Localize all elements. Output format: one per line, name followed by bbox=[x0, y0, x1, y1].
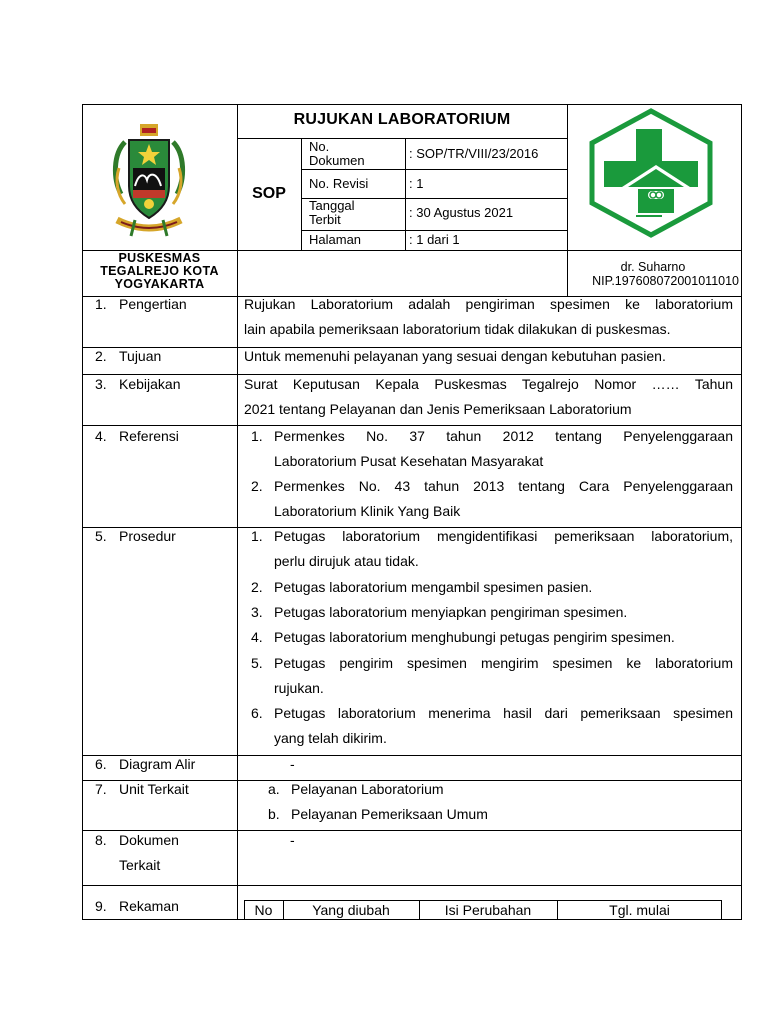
puskesmas-logo-icon bbox=[586, 107, 716, 239]
section-number: 4. bbox=[95, 428, 107, 444]
section-label-kebijakan: Kebijakan bbox=[119, 376, 181, 392]
prosedur-5-line-1: Petugas pengirim spesimen mengirim spesimen ke laboratorium bbox=[274, 655, 733, 671]
meta-value-tanggal-terbit: : 30 Agustus 2021 bbox=[409, 205, 514, 220]
section-number: 5. bbox=[95, 528, 107, 544]
rekaman-header-isi-perubahan: Isi Perubahan bbox=[444, 902, 532, 918]
section-label-terkait: Terkait bbox=[119, 857, 161, 873]
list-item-number: 1. bbox=[251, 428, 263, 444]
kebijakan-line-1: Surat Keputusan Kepala Puskesmas Tegalrejo Nomor …… Tahun bbox=[244, 376, 733, 392]
grid-line bbox=[405, 138, 406, 250]
prosedur-5-line-2: rujukan. bbox=[274, 680, 324, 696]
prosedur-2-line-1: Petugas laboratorium mengambil spesimen pasien. bbox=[274, 579, 593, 595]
signer-nip: NIP.197608072001011010 bbox=[592, 274, 739, 288]
list-item-letter: a. bbox=[268, 781, 280, 797]
section-label-pengertian: Pengertian bbox=[119, 296, 187, 312]
pengertian-line-1: Rujukan Laboratorium adalah pengiriman spesimen ke laboratorium bbox=[244, 296, 733, 312]
grid-line bbox=[82, 830, 742, 831]
section-label-diagram-alir: Diagram Alir bbox=[119, 756, 196, 772]
meta-label-line: Tanggal bbox=[309, 198, 355, 213]
list-item-number: 2. bbox=[251, 579, 263, 595]
grid-line bbox=[301, 230, 567, 231]
section-number: 7. bbox=[95, 781, 107, 797]
section-number: 2. bbox=[95, 348, 107, 364]
unit-terkait-a: Pelayanan Laboratorium bbox=[291, 781, 444, 797]
grid-line bbox=[237, 296, 238, 920]
rekaman-header-no: No bbox=[254, 902, 273, 918]
meta-label-line: Terbit bbox=[309, 212, 341, 227]
pengertian-line-2: lain apabila pemeriksaan laboratorium tidak dilakukan di puskesmas. bbox=[244, 321, 671, 337]
section-label-referensi: Referensi bbox=[119, 428, 179, 444]
meta-label-no-revisi: No. Revisi bbox=[309, 176, 369, 191]
prosedur-1-line-1: Petugas laboratorium mengidentifikasi pemeriksaan laboratorium, bbox=[274, 528, 733, 544]
list-item-letter: b. bbox=[268, 806, 280, 822]
list-item-number: 3. bbox=[251, 604, 263, 620]
rekaman-header-tgl-mulai: Tgl. mulai bbox=[609, 902, 670, 918]
meta-label-tanggal-terbit bbox=[309, 199, 355, 227]
sop-label: SOP bbox=[252, 185, 286, 202]
prosedur-6-line-1: Petugas laboratorium menerima hasil dari pemeriksaan spesimen bbox=[274, 705, 733, 721]
meta-label-halaman: Halaman bbox=[309, 232, 362, 247]
page-title: RUJUKAN LABORATORIUM bbox=[293, 111, 511, 128]
kebijakan-line-2: 2021 tentang Pelayanan dan Jenis Pemeriksaan Laboratorium bbox=[244, 401, 632, 417]
list-item-number: 2. bbox=[251, 478, 263, 494]
grid-line bbox=[237, 138, 567, 139]
list-item-number: 6. bbox=[251, 705, 263, 721]
meta-label-line: No. bbox=[309, 139, 330, 154]
section-label-tujuan: Tujuan bbox=[119, 348, 162, 364]
signer-name: dr. Suharno bbox=[620, 260, 686, 274]
meta-value-no-revisi: : 1 bbox=[409, 176, 424, 191]
section-number: 1. bbox=[95, 296, 107, 312]
section-label-prosedur: Prosedur bbox=[119, 528, 176, 544]
referensi-1-line-1: Permenkes No. 37 tahun 2012 tentang Penyelenggaraan bbox=[274, 428, 733, 444]
prosedur-6-line-2: yang telah dikirim. bbox=[274, 730, 387, 746]
meta-label-no-dokumen bbox=[309, 140, 365, 168]
meta-value-no-dokumen: : SOP/TR/VIII/23/2016 bbox=[409, 146, 539, 161]
meta-label-line: Dokumen bbox=[309, 153, 365, 168]
section-number: 9. bbox=[95, 898, 107, 914]
tujuan-line-1: Untuk memenuhi pelayanan yang sesuai dengan kebutuhan pasien. bbox=[244, 348, 666, 364]
prosedur-4-line-1: Petugas laboratorium menghubungi petugas pengirim spesimen. bbox=[274, 629, 675, 645]
org-line-1: PUSKESMAS bbox=[118, 251, 201, 265]
section-number: 3. bbox=[95, 376, 107, 392]
grid-line bbox=[301, 138, 302, 250]
unit-terkait-b: Pelayanan Pemeriksaan Umum bbox=[291, 806, 488, 822]
signer-block bbox=[567, 260, 739, 288]
list-item-number: 1. bbox=[251, 528, 263, 544]
section-label-dokumen: Dokumen bbox=[119, 832, 179, 848]
meta-value-halaman: : 1 dari 1 bbox=[409, 232, 460, 247]
prosedur-3-line-1: Petugas laboratorium menyiapkan pengiriman spesimen. bbox=[274, 604, 628, 620]
list-item-number: 5. bbox=[251, 655, 263, 671]
rekaman-header-yang-diubah: Yang diubah bbox=[312, 902, 390, 918]
referensi-2-line-1: Permenkes No. 43 tahun 2013 tentang Cara Penyelenggaraan bbox=[274, 478, 733, 494]
referensi-1-line-2: Laboratorium Pusat Kesehatan Masyarakat bbox=[274, 453, 544, 469]
grid-line bbox=[82, 885, 742, 886]
yogyakarta-emblem-icon bbox=[111, 124, 187, 242]
organization-name bbox=[82, 252, 237, 291]
section-number: 8. bbox=[95, 832, 107, 848]
section-label-rekaman: Rekaman bbox=[119, 898, 179, 914]
org-line-2: TEGALREJO KOTA bbox=[100, 264, 219, 278]
org-line-3: YOGYAKARTA bbox=[114, 277, 205, 291]
prosedur-1-line-2: perlu dirujuk atau tidak. bbox=[274, 553, 419, 569]
dokumen-terkait-value: - bbox=[290, 832, 295, 848]
referensi-2-line-2: Laboratorium Klinik Yang Baik bbox=[274, 503, 461, 519]
section-label-unit-terkait: Unit Terkait bbox=[119, 781, 189, 797]
section-number: 6. bbox=[95, 756, 107, 772]
list-item-number: 4. bbox=[251, 629, 263, 645]
grid-line bbox=[301, 169, 567, 170]
diagram-alir-value: - bbox=[290, 756, 295, 772]
